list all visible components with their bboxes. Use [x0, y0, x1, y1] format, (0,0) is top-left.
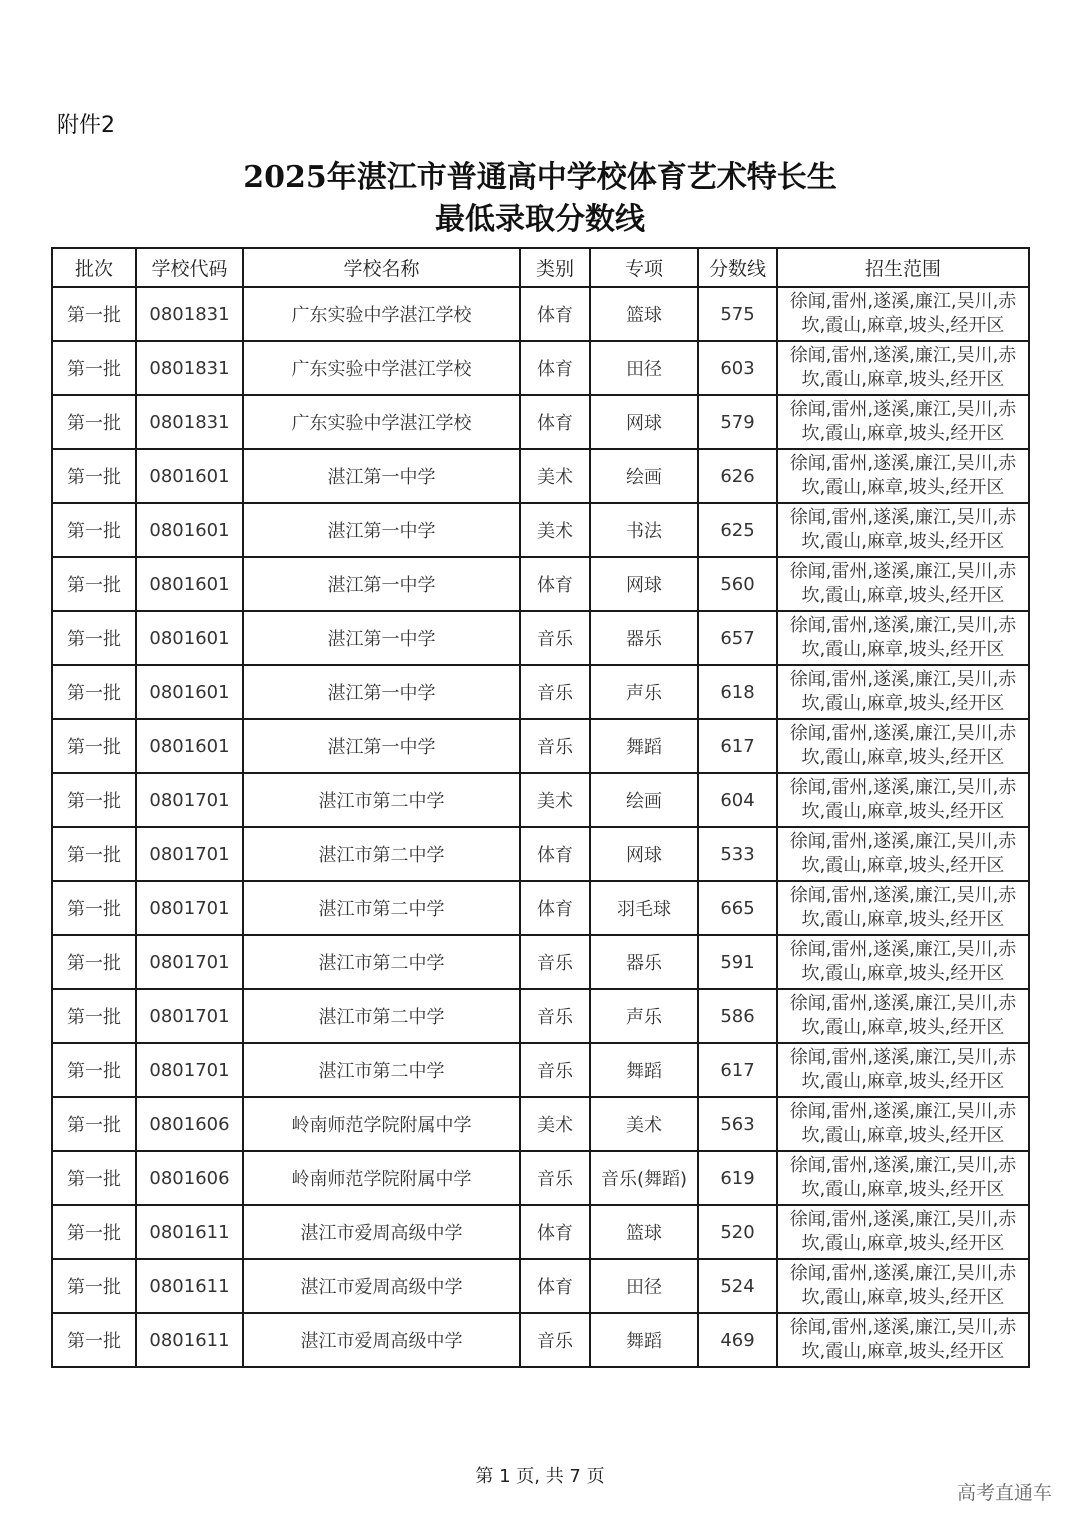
cell-category: 音乐: [520, 989, 590, 1043]
cell-school-code: 0801601: [136, 665, 243, 719]
cell-specialty: 器乐: [590, 611, 698, 665]
cell-specialty: 舞蹈: [590, 1313, 698, 1367]
cell-category: 音乐: [520, 1313, 590, 1367]
header-specialty: 专项: [590, 248, 698, 287]
table-row: [52, 449, 1029, 503]
cell-school-name: 湛江第一中学: [243, 503, 520, 557]
cell-school-name: 湛江市爱周高级中学: [243, 1259, 520, 1313]
cell-school-code: 0801601: [136, 449, 243, 503]
cell-batch: 第一批: [52, 665, 136, 719]
table-row: [52, 989, 1029, 1043]
table-row: [52, 1205, 1029, 1259]
table-row: [52, 719, 1029, 773]
cell-specialty: 田径: [590, 341, 698, 395]
cell-specialty: 器乐: [590, 935, 698, 989]
cell-school-name: 湛江第一中学: [243, 665, 520, 719]
cell-enrollment-range: 徐闻,雷州,遂溪,廉江,吴川,赤坎,霞山,麻章,坡头,经开区: [777, 557, 1029, 611]
cell-enrollment-range: 徐闻,雷州,遂溪,廉江,吴川,赤坎,霞山,麻章,坡头,经开区: [777, 287, 1029, 341]
admission-score-table: [51, 247, 1030, 1368]
cell-specialty: 美术: [590, 1097, 698, 1151]
cell-score: 604: [698, 773, 777, 827]
cell-specialty: 田径: [590, 1259, 698, 1313]
cell-school-code: 0801611: [136, 1313, 243, 1367]
table-row: [52, 395, 1029, 449]
table-row: [52, 827, 1029, 881]
cell-specialty: 篮球: [590, 287, 698, 341]
cell-score: 617: [698, 1043, 777, 1097]
table-header-row: [52, 248, 1029, 287]
cell-school-code: 0801701: [136, 827, 243, 881]
cell-school-name: 岭南师范学院附属中学: [243, 1151, 520, 1205]
cell-category: 体育: [520, 341, 590, 395]
document-subtitle: 最低录取分数线: [435, 202, 645, 237]
cell-batch: 第一批: [52, 935, 136, 989]
cell-batch: 第一批: [52, 989, 136, 1043]
cell-category: 美术: [520, 1097, 590, 1151]
cell-specialty: 网球: [590, 557, 698, 611]
cell-batch: 第一批: [52, 503, 136, 557]
cell-school-code: 0801601: [136, 719, 243, 773]
cell-batch: 第一批: [52, 341, 136, 395]
cell-school-code: 0801601: [136, 503, 243, 557]
cell-category: 美术: [520, 503, 590, 557]
table-row: [52, 1313, 1029, 1367]
cell-batch: 第一批: [52, 1043, 136, 1097]
cell-category: 音乐: [520, 1043, 590, 1097]
header-score: 分数线: [698, 248, 777, 287]
cell-enrollment-range: 徐闻,雷州,遂溪,廉江,吴川,赤坎,霞山,麻章,坡头,经开区: [777, 827, 1029, 881]
cell-enrollment-range: 徐闻,雷州,遂溪,廉江,吴川,赤坎,霞山,麻章,坡头,经开区: [777, 1205, 1029, 1259]
cell-category: 音乐: [520, 665, 590, 719]
cell-score: 469: [698, 1313, 777, 1367]
cell-score: 586: [698, 989, 777, 1043]
cell-enrollment-range: 徐闻,雷州,遂溪,廉江,吴川,赤坎,霞山,麻章,坡头,经开区: [777, 719, 1029, 773]
cell-specialty: 书法: [590, 503, 698, 557]
page-number: 第 1 页, 共 7 页: [475, 1466, 605, 1487]
cell-score: 533: [698, 827, 777, 881]
cell-score: 563: [698, 1097, 777, 1151]
table-row: [52, 557, 1029, 611]
table-row: [52, 1151, 1029, 1205]
cell-school-code: 0801701: [136, 773, 243, 827]
table-row: [52, 1043, 1029, 1097]
table-row: [52, 287, 1029, 341]
header-category: 类别: [520, 248, 590, 287]
cell-batch: 第一批: [52, 557, 136, 611]
table-row: [52, 665, 1029, 719]
cell-enrollment-range: 徐闻,雷州,遂溪,廉江,吴川,赤坎,霞山,麻章,坡头,经开区: [777, 1259, 1029, 1313]
cell-category: 体育: [520, 881, 590, 935]
header-school-name: 学校名称: [243, 248, 520, 287]
cell-enrollment-range: 徐闻,雷州,遂溪,廉江,吴川,赤坎,霞山,麻章,坡头,经开区: [777, 1097, 1029, 1151]
cell-score: 524: [698, 1259, 777, 1313]
cell-school-code: 0801701: [136, 881, 243, 935]
cell-enrollment-range: 徐闻,雷州,遂溪,廉江,吴川,赤坎,霞山,麻章,坡头,经开区: [777, 449, 1029, 503]
cell-school-code: 0801601: [136, 611, 243, 665]
attachment-label: 附件2: [57, 113, 115, 138]
cell-enrollment-range: 徐闻,雷州,遂溪,廉江,吴川,赤坎,霞山,麻章,坡头,经开区: [777, 1043, 1029, 1097]
cell-specialty: 网球: [590, 827, 698, 881]
cell-enrollment-range: 徐闻,雷州,遂溪,廉江,吴川,赤坎,霞山,麻章,坡头,经开区: [777, 611, 1029, 665]
cell-category: 美术: [520, 449, 590, 503]
cell-score: 626: [698, 449, 777, 503]
cell-school-name: 广东实验中学湛江学校: [243, 395, 520, 449]
cell-specialty: 羽毛球: [590, 881, 698, 935]
cell-score: 665: [698, 881, 777, 935]
cell-specialty: 声乐: [590, 989, 698, 1043]
cell-school-code: 0801831: [136, 341, 243, 395]
cell-specialty: 舞蹈: [590, 1043, 698, 1097]
cell-school-name: 湛江第一中学: [243, 719, 520, 773]
cell-specialty: 绘画: [590, 773, 698, 827]
cell-category: 音乐: [520, 611, 590, 665]
cell-school-name: 湛江第一中学: [243, 449, 520, 503]
cell-school-code: 0801701: [136, 1043, 243, 1097]
table-row: [52, 341, 1029, 395]
cell-school-name: 湛江市第二中学: [243, 827, 520, 881]
cell-specialty: 网球: [590, 395, 698, 449]
cell-school-name: 湛江市第二中学: [243, 935, 520, 989]
cell-score: 617: [698, 719, 777, 773]
cell-specialty: 声乐: [590, 665, 698, 719]
cell-school-name: 湛江市第二中学: [243, 1043, 520, 1097]
cell-school-name: 湛江第一中学: [243, 557, 520, 611]
cell-score: 603: [698, 341, 777, 395]
cell-category: 音乐: [520, 935, 590, 989]
cell-score: 625: [698, 503, 777, 557]
header-batch: 批次: [52, 248, 136, 287]
cell-score: 619: [698, 1151, 777, 1205]
cell-batch: 第一批: [52, 773, 136, 827]
cell-score: 575: [698, 287, 777, 341]
cell-batch: 第一批: [52, 1259, 136, 1313]
cell-school-name: 广东实验中学湛江学校: [243, 287, 520, 341]
cell-school-name: 广东实验中学湛江学校: [243, 341, 520, 395]
cell-school-code: 0801831: [136, 395, 243, 449]
cell-category: 体育: [520, 1205, 590, 1259]
cell-enrollment-range: 徐闻,雷州,遂溪,廉江,吴川,赤坎,霞山,麻章,坡头,经开区: [777, 935, 1029, 989]
cell-school-code: 0801701: [136, 989, 243, 1043]
cell-specialty: 音乐(舞蹈): [590, 1151, 698, 1205]
cell-enrollment-range: 徐闻,雷州,遂溪,廉江,吴川,赤坎,霞山,麻章,坡头,经开区: [777, 773, 1029, 827]
cell-school-name: 湛江市爱周高级中学: [243, 1205, 520, 1259]
table-row: [52, 773, 1029, 827]
table-row: [52, 935, 1029, 989]
cell-school-name: 湛江第一中学: [243, 611, 520, 665]
cell-category: 音乐: [520, 1151, 590, 1205]
cell-enrollment-range: 徐闻,雷州,遂溪,廉江,吴川,赤坎,霞山,麻章,坡头,经开区: [777, 881, 1029, 935]
cell-school-code: 0801611: [136, 1259, 243, 1313]
cell-score: 591: [698, 935, 777, 989]
cell-school-name: 岭南师范学院附属中学: [243, 1097, 520, 1151]
cell-enrollment-range: 徐闻,雷州,遂溪,廉江,吴川,赤坎,霞山,麻章,坡头,经开区: [777, 1313, 1029, 1367]
cell-enrollment-range: 徐闻,雷州,遂溪,廉江,吴川,赤坎,霞山,麻章,坡头,经开区: [777, 395, 1029, 449]
cell-specialty: 篮球: [590, 1205, 698, 1259]
cell-school-name: 湛江市第二中学: [243, 773, 520, 827]
cell-school-name: 湛江市爱周高级中学: [243, 1313, 520, 1367]
cell-specialty: 绘画: [590, 449, 698, 503]
cell-school-name: 湛江市第二中学: [243, 989, 520, 1043]
cell-enrollment-range: 徐闻,雷州,遂溪,廉江,吴川,赤坎,霞山,麻章,坡头,经开区: [777, 503, 1029, 557]
cell-batch: 第一批: [52, 611, 136, 665]
cell-batch: 第一批: [52, 719, 136, 773]
cell-enrollment-range: 徐闻,雷州,遂溪,廉江,吴川,赤坎,霞山,麻章,坡头,经开区: [777, 1151, 1029, 1205]
cell-batch: 第一批: [52, 1097, 136, 1151]
cell-batch: 第一批: [52, 287, 136, 341]
cell-batch: 第一批: [52, 827, 136, 881]
document-title: 2025年湛江市普通高中学校体育艺术特长生: [243, 160, 837, 195]
cell-school-code: 0801831: [136, 287, 243, 341]
cell-score: 560: [698, 557, 777, 611]
table-row: [52, 611, 1029, 665]
table-row: [52, 1097, 1029, 1151]
table-row: [52, 503, 1029, 557]
cell-specialty: 舞蹈: [590, 719, 698, 773]
cell-school-code: 0801611: [136, 1205, 243, 1259]
cell-category: 体育: [520, 827, 590, 881]
cell-category: 美术: [520, 773, 590, 827]
cell-school-code: 0801606: [136, 1151, 243, 1205]
cell-batch: 第一批: [52, 1205, 136, 1259]
cell-enrollment-range: 徐闻,雷州,遂溪,廉江,吴川,赤坎,霞山,麻章,坡头,经开区: [777, 665, 1029, 719]
cell-category: 体育: [520, 287, 590, 341]
cell-score: 618: [698, 665, 777, 719]
cell-score: 520: [698, 1205, 777, 1259]
header-enrollment-range: 招生范围: [777, 248, 1029, 287]
cell-school-code: 0801701: [136, 935, 243, 989]
cell-batch: 第一批: [52, 881, 136, 935]
cell-batch: 第一批: [52, 395, 136, 449]
cell-batch: 第一批: [52, 1151, 136, 1205]
header-school-code: 学校代码: [136, 248, 243, 287]
cell-school-code: 0801601: [136, 557, 243, 611]
cell-category: 音乐: [520, 719, 590, 773]
cell-category: 体育: [520, 557, 590, 611]
cell-category: 体育: [520, 395, 590, 449]
cell-enrollment-range: 徐闻,雷州,遂溪,廉江,吴川,赤坎,霞山,麻章,坡头,经开区: [777, 989, 1029, 1043]
cell-school-name: 湛江市第二中学: [243, 881, 520, 935]
table-row: [52, 881, 1029, 935]
cell-batch: 第一批: [52, 1313, 136, 1367]
watermark: 高考直通车: [956, 1482, 1052, 1504]
cell-category: 体育: [520, 1259, 590, 1313]
cell-batch: 第一批: [52, 449, 136, 503]
cell-school-code: 0801606: [136, 1097, 243, 1151]
table-row: [52, 1259, 1029, 1313]
cell-score: 579: [698, 395, 777, 449]
cell-score: 657: [698, 611, 777, 665]
cell-enrollment-range: 徐闻,雷州,遂溪,廉江,吴川,赤坎,霞山,麻章,坡头,经开区: [777, 341, 1029, 395]
